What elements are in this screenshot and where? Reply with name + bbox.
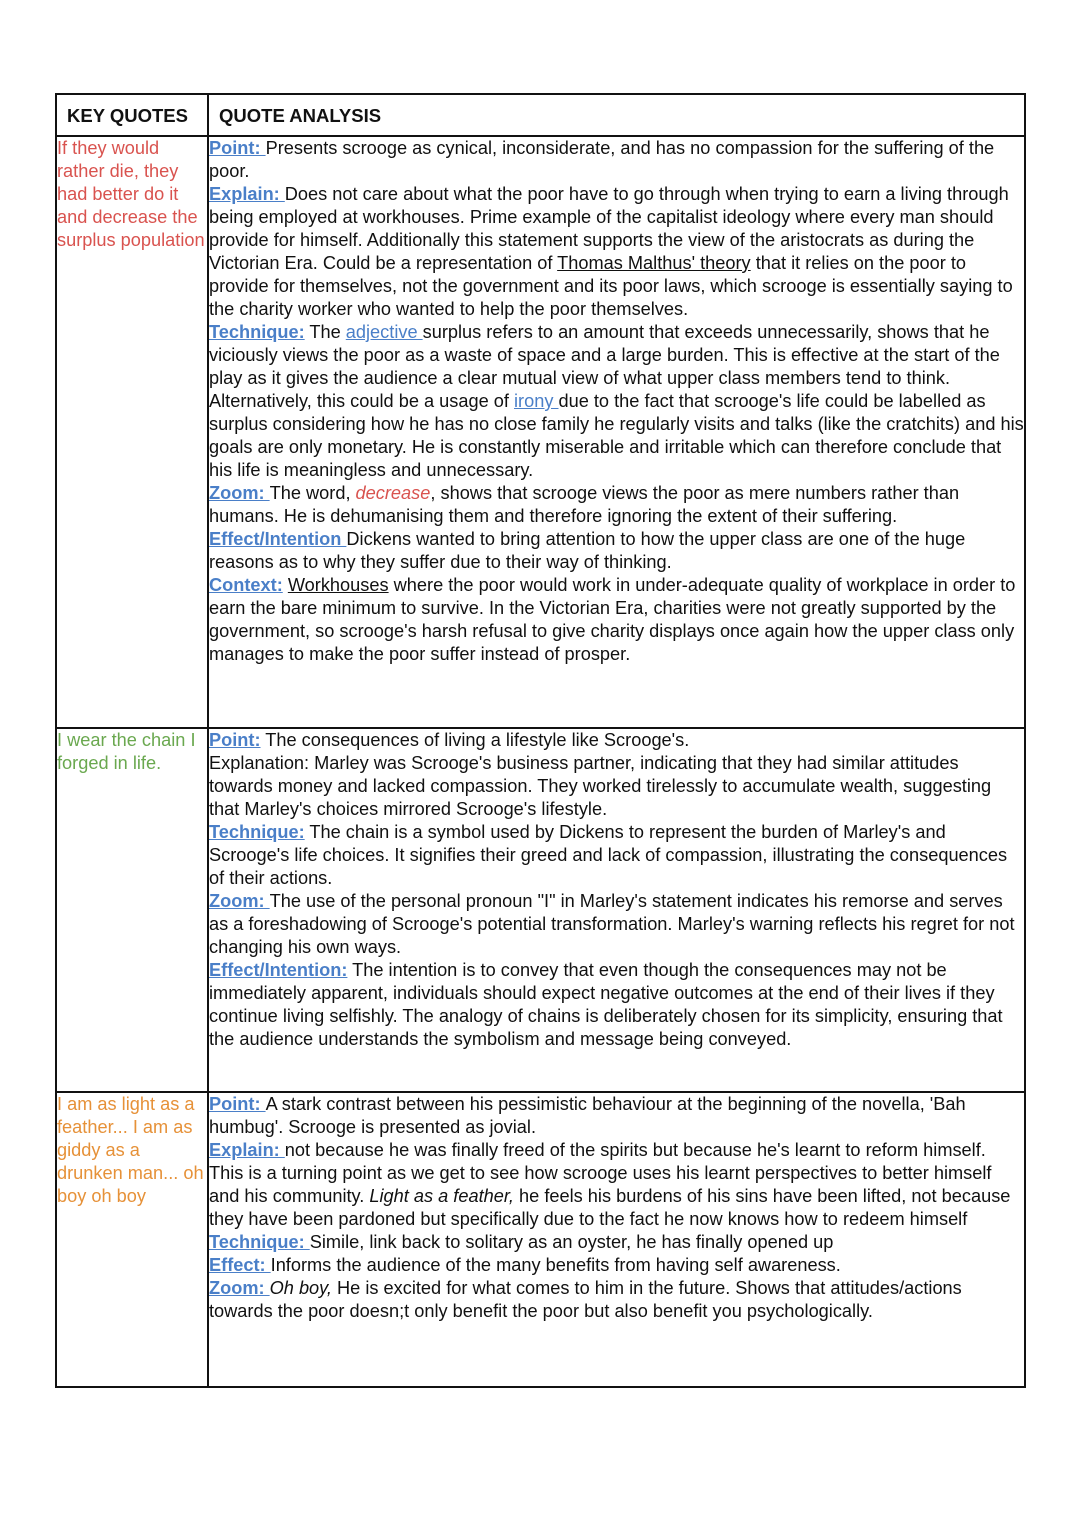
- explanation-text: Explanation: Marley was Scrooge's business partner, indicating that they had similar attitudes towards money and lacked compassion. They worked tirelessly to accumulate wealth, suggesting that Marley's choices mirrored Scrooge's lifestyle.: [209, 753, 992, 819]
- explain-text: that it relies on the poor to provide for themselves, not the government and its poor laws, which scrooge is essentially saying to the charity worker who wanted to help the poor themselves.: [209, 253, 1013, 319]
- key-quote: I am as light as a feather... I am as giddy as a drunken man... oh boy oh boy: [56, 1092, 208, 1387]
- technique-label: Technique:: [209, 322, 305, 342]
- zoom-text: He is excited for what comes to him in the future. Shows that attitudes/actions towards the poor doesn;t only benefit the poor but also benefit you psychologically.: [209, 1278, 962, 1321]
- key-quote: I wear the chain I forged in life.: [56, 728, 208, 1092]
- header-key-quotes: KEY QUOTES: [56, 94, 208, 136]
- explain-label: Explain:: [209, 184, 285, 204]
- zoom-text: The word,: [269, 483, 356, 503]
- point-label: Point:: [209, 730, 261, 750]
- malthus-link[interactable]: Thomas Malthus' theory: [557, 253, 751, 273]
- table-row: [56, 728, 1025, 1092]
- explain-label: Explain:: [209, 1140, 285, 1160]
- zoom-word: decrease: [355, 483, 431, 503]
- key-quote: If they would rather die, they had better do it and decrease the surplus population: [56, 136, 208, 728]
- point-label: Point:: [209, 1094, 266, 1114]
- effect-text: The intention is to convey that even though the consequences may not be immediately apparent, individuals should expect negative outcomes at the end of their lives if they continue living selfishly. The analogy of chains is deliberately chosen for its simplicity, ensuring that the audience understands the symbolism and message being conveyed.: [209, 960, 1003, 1049]
- point-label: Point:: [209, 138, 266, 158]
- context-text: where the poor would work in under-adequate quality of workplace in order to earn the bare minimum to survive. In the Victorian Era, charities were not greatly supported by the government, so scrooge's harsh refusal to give charity displays once again how the upper class only manages to make the poor suffer instead of prosper.: [209, 575, 1016, 664]
- technique-text: Simile, link back to solitary as an oyster, he has finally opened up: [309, 1232, 834, 1252]
- context-label: Context:: [209, 575, 283, 595]
- technique-text: The chain is a symbol used by Dickens to represent the burden of Marley's and Scrooge's life choices. It signifies their greed and lack of compassion, illustrating the consequences of their actions.: [209, 822, 1008, 888]
- zoom-label: Zoom:: [209, 891, 270, 911]
- explain-text: Does not care about what the poor have to go through when trying to earn a living through being employed at workhouses. Prime example of the capitalist ideology where every man should provide for himself. Additionally this statement supports the view of the aristocrats as during the Victorian Era. Could be a representation of: [209, 184, 1009, 273]
- workhouses-term: Workhouses: [287, 575, 389, 595]
- quote-analysis: [208, 728, 1025, 1092]
- technique-text: due to the fact that scrooge's life could be labelled as surplus considering how he has no close family he regularly visits and talks (like the cratchits) and his goals are only monetary. He is constantly miserable and irritable which can therefore conclude that his life is meaningless and unnecessary.: [209, 391, 1024, 480]
- technique-text: The: [304, 322, 346, 342]
- explain-text: he feels his burdens of his sins have been lifted, not because they have been pardoned but specifically due to the fact he now knows how to redeem himself: [209, 1186, 1011, 1229]
- zoom-italic: Oh boy,: [269, 1278, 332, 1298]
- irony-term: irony: [514, 391, 559, 411]
- zoom-label: Zoom:: [209, 483, 270, 503]
- table-row: [56, 136, 1025, 728]
- quotes-table: [55, 93, 1026, 1388]
- effect-label: Effect/Intention: [209, 529, 347, 549]
- table-row: [56, 1092, 1025, 1387]
- adjective-term: adjective: [345, 322, 423, 342]
- header-quote-analysis: QUOTE ANALYSIS: [208, 94, 1025, 136]
- effect-label: Effect/Intention:: [209, 960, 348, 980]
- point-text: A stark contrast between his pessimistic behaviour at the beginning of the novella, 'Bah humbug'. Scrooge is presented as jovial.: [209, 1094, 966, 1137]
- point-text: Presents scrooge as cynical, inconsiderate, and has no compassion for the suffering of the poor.: [209, 138, 995, 181]
- table-header-row: [56, 94, 1025, 136]
- technique-text: surplus refers to an amount that exceeds unnecessarily, shows that he viciously views the poor as a waste of space and a large burden. This is effective at the start of the play as it gives the audience a clear mutual view of what upper class members tend to think. Alternatively, this could be a usage of: [209, 322, 1000, 411]
- quote-analysis: [208, 1092, 1025, 1387]
- zoom-text: The use of the personal pronoun "I" in Marley's statement indicates his remorse and serves as a foreshadowing of Scrooge's potential transformation. Marley's warning reflects his regret for not changing his own ways.: [209, 891, 1015, 957]
- zoom-label: Zoom:: [209, 1278, 270, 1298]
- explain-italic: Light as a feather,: [369, 1186, 514, 1206]
- technique-label: Technique:: [209, 1232, 310, 1252]
- technique-label: Technique:: [209, 822, 305, 842]
- quote-analysis: [208, 136, 1025, 728]
- zoom-text: , shows that scrooge views the poor as mere numbers rather than humans. He is dehumanising them and therefore ignoring the extent of their suffering.: [209, 483, 960, 526]
- effect-text: Dickens wanted to bring attention to how the upper class are one of the huge reasons as to why they suffer due to their way of thinking.: [209, 529, 966, 572]
- effect-label: Effect:: [209, 1255, 271, 1275]
- effect-text: Informs the audience of the many benefits from having self awareness.: [270, 1255, 841, 1275]
- explain-text: not because he was finally freed of the spirits but because he's learnt to reform himself. This is a turning point as we get to see how scrooge uses his learnt perspectives to better himself and his community.: [209, 1140, 992, 1206]
- point-text: The consequences of living a lifestyle like Scrooge's.: [260, 730, 690, 750]
